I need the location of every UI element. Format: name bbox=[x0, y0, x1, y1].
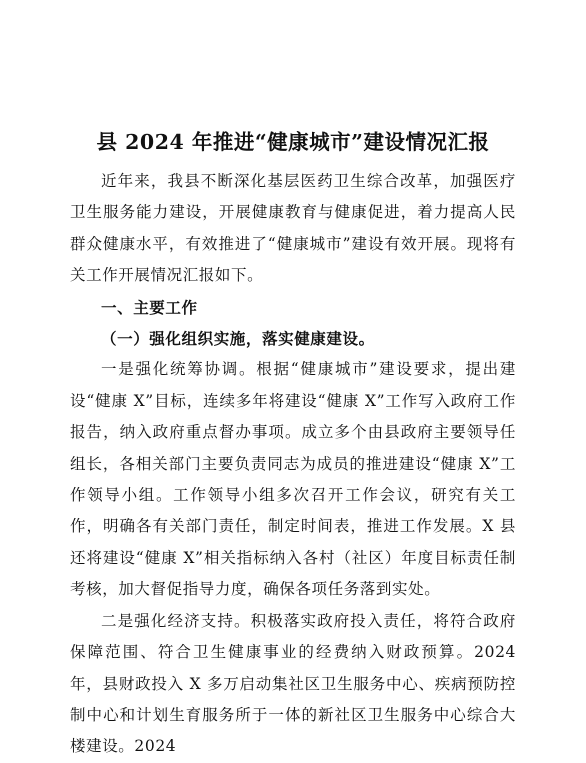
intro-paragraph: 近年来，我县不断深化基层医药卫生综合改革，加强医疗卫生服务能力建设，开展健康教育与健康促进，着力提高人民群众健康水平，有效推进了“健康城市”建设有效开展。现将有关工作开展情况汇报如下。 bbox=[70, 172, 516, 285]
document-title: 县 2024 年推进“健康城市”建设情况汇报 bbox=[96, 130, 490, 154]
paragraph-coordination: 一是强化统筹协调。根据“健康城市”建设要求，提出建设“健康 X”目标，连续多年将建设“健康 X”工作写入政府工作报告，纳入政府重点督办事项。成立多个由县政府主要领导任组长，各相关部门主要负责同志为成员的推进建设“健康 X”工作领导小组。工作领导小组多次召开工作会议，研究有关工作，明确各有关部门责任，制定时间表，推进工作发展。X 县还将建设“健康 X”相关指标纳入各村（社区）年度目标责任制考核，加大督促指导力度，确保各项任务落到实处。 bbox=[70, 360, 516, 599]
subsection-heading-organization: （一）强化组织实施，落实健康建设。 bbox=[101, 329, 375, 349]
section-heading-main-work: 一、主要工作 bbox=[101, 297, 198, 317]
paragraph-economic-support: 二是强化经济支持。积极落实政府投入责任，将符合政府保障范围、符合卫生健康事业的经费纳入财政预算。2024 年，县财政投入 X 多万启动集社区卫生服务中心、疾病预防控制中心和计划生育服务所于一体的新社区卫生服务中心综合大楼建设。2024 bbox=[70, 611, 516, 756]
